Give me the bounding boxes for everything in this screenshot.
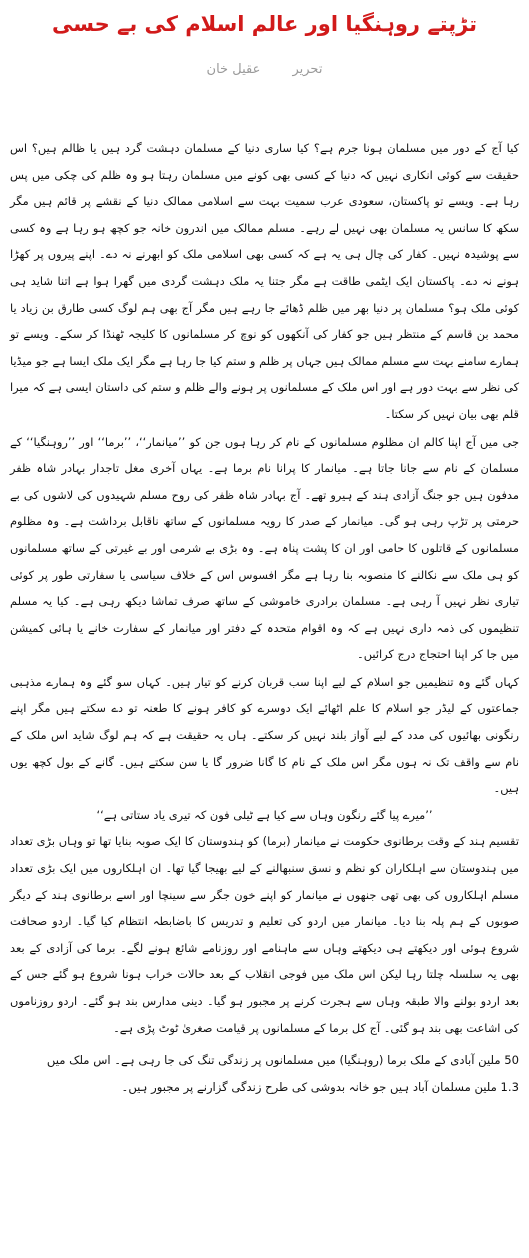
author-name: عقیل خان bbox=[206, 62, 261, 77]
byline bbox=[0, 62, 529, 77]
song-quote: ’’میرے پیا گئے رنگون وہاں سے کیا ہے ٹیلی فون کہ تیری یاد ستاتی ہے‘‘ bbox=[96, 807, 433, 822]
population-note: 50 ملین آبادی کے ملک برما (روہنگیا) میں مسلمانوں پر زندگی تنگ کی جا رہی ہے۔ اس ملک میں bbox=[46, 1053, 519, 1068]
byline-label: تحریر bbox=[292, 62, 323, 77]
article-body bbox=[10, 135, 519, 1101]
paragraph-myanmar: جی میں آج اپنا کالم ان مظلوم مسلمانوں کے نام کر رہا ہوں جن کو ’’میانمار‘‘، ’’برما‘‘ اور ’’روہنگیا‘‘ کے مسلمان کے نام سے جانا جاتا ہے۔ میانمار کا پرانا نام برما ہے۔ یہاں آخری مغل تاجدار بہادر شاہ ظفر مدفون ہیں جو جنگ آزادی ہند کے ہیرو تھے۔ آج بہادر شاہ ظفر کی روح مسلم شہیدوں کی لاشوں کی بے حرمتی پر تڑپ رہی ہو گی۔ میانمار کے صدر کا رویہ مسلمانوں کے ساتھ ناقابل برداشت ہے۔ وہ مظلوم مسلمانوں کے قاتلوں کا حامی اور ان کا پشت پناہ ہے۔ وہ بڑی بے شرمی اور بے غیرتی کے ساتھ مسلمانوں کو ہی ملک سے نکالنے کا منصوبہ بنا رہا ہے مگر افسوس اس کے خلاف سیاسی یا سفارتی طور پر کوئی تیاری نظر نہیں آ رہی ہے۔ مسلمان برادری خاموشی کے ساتھ صرف تماشا دیکھ رہی ہے۔ کیا یہ مسلم تنظیموں کی ذمہ داری نہیں ہے کہ وہ اقوام متحدہ کے دفتر اور میانمار کے سفارت خانے یا ہائی کمیشن میں جا کر اپنا احتجاج درج کرائیں۔ bbox=[10, 434, 519, 662]
paragraph-organizations: کہاں گئے وہ تنظیمیں جو اسلام کے لیے اپنا سب قربان کرنے کو تیار ہیں۔ کہاں سو گئے وہ ہمارے مذہبی جماعتوں کے لیڈر جو اسلام کا علم اٹھائے ایک دوسرے کو کافر ہونے کا طعنہ تو دے سکتے ہیں مگر اپنے رنگونی بھائیوں کی مدد کے لیے آواز بلند نہیں کر سکتے۔ ہاں یہ حقیقت ہے کہ ہم لوگ شاید اس ملک کے نام سے واقف تک نہ ہوں مگر اس ملک کے نام کا گانا ضرور گا یا سن سکتے ہیں۔ گانے کے بول کچھ یوں ہیں۔ bbox=[10, 674, 519, 796]
population-notes bbox=[10, 1047, 519, 1101]
population-note: 1.3 ملین مسلمان آباد ہیں جو خانہ بدوشی کی طرح زندگی گزارنے پر مجبور ہیں۔ bbox=[121, 1080, 519, 1095]
paragraph-history: تقسیم ہند کے وقت برطانوی حکومت نے میانمار (برما) کو ہندوستان کا ایک صوبہ بنایا تھا تو وہاں بڑی تعداد میں ہندوستان سے اہلکاران کو نظم و نسق سنبھالنے کے لیے بھیجا گیا تھا۔ ان اہلکاروں میں ایک بڑی تعداد مسلم اہلکاروں کی بھی تھی جنھوں نے میانمار کو اپنے خون جگر سے سینچا اور اسے برطانوی ہند کے دیگر صوبوں کے ہم پلہ بنا دیا۔ میانمار میں اردو کی تعلیم و تدریس کا باضابطہ انتظام کیا گیا۔ اردو صحافت شروع ہوئی اور دیکھتے ہی دیکھتے وہاں سے ماہنامے اور روزنامے شائع ہونے لگے۔ برما کی آزادی کے بعد بھی یہ سلسلہ چلتا رہا لیکن اس ملک میں فوجی انقلاب کے بعد حالات خراب ہونا شروع ہو گئے جس کے بعد اردو بولنے والا طبقہ وہاں سے ہجرت کرنے پر مجبور ہو گیا۔ دینی مدارس بند ہو گئے۔ اردو روزناموں کی اشاعت بھی بند ہو گئی۔ آج کل برما کے مسلمانوں پر قیامت صغریٰ ٹوٹ پڑی ہے۔ bbox=[10, 834, 519, 1035]
paragraph-intro: کیا آج کے دور میں مسلمان ہونا جرم ہے؟ کیا ساری دنیا کے مسلمان دہشت گرد ہیں یا ظالم ہیں؟ اس حقیقت سے کوئی انکاری نہیں کہ دنیا کے کسی بھی کونے میں مسلمان رہتا ہو وہ ظلم کی چکی میں پس رہا ہے۔ ویسے تو پاکستان، سعودی عرب سمیت بہت سے اسلامی ممالک دنیا کے نقشے پر قائم ہیں مگر سکھ کا سانس یہ مسلمان بھی نہیں لے رہے۔ مسلم ممالک میں اندرون خانہ جو کچھ ہو رہا ہے وہ کسی سے پوشیدہ نہیں۔ کفار کی چال ہی یہ ہے کہ کسی بھی اسلامی ملک کو ابھرنے نہ دے۔ اپنے پیروں پر کھڑا ہونے نہ دے۔ پاکستان ایک ایٹمی طاقت ہے مگر جتنا یہ ملک دہشت گردی میں گھرا ہوا ہے اتنا شاید ہی کوئی ملک ہو؟ مسلمان پر دنیا بھر میں ظلم ڈھائے جا رہے ہیں مگر آج بھی ہم لوگ کسی طارق بن زیاد یا محمد بن قاسم کے منتظر ہیں جو کفار کی آنکھوں کو نوچ کر مسلمانوں کا کلیجہ ٹھنڈا کر سکے۔ ویسے تو ہمارے سامنے بہت سے مسلم ممالک ہیں جہاں پر ظلم و ستم کیا جا رہا ہے مگر ایک ملک ایسا ہے جو میڈیا کی نظر سے بہت دور ہے اور اس ملک کے مسلمانوں پر ہونے والے ظلم و ستم کی داستان ایسی ہے کہ میرا قلم بھی بیان نہیں کر سکتا۔ bbox=[10, 141, 519, 421]
article-title: تڑپتے روہنگیا اور عالم اسلام کی بے حسی bbox=[51, 12, 478, 36]
